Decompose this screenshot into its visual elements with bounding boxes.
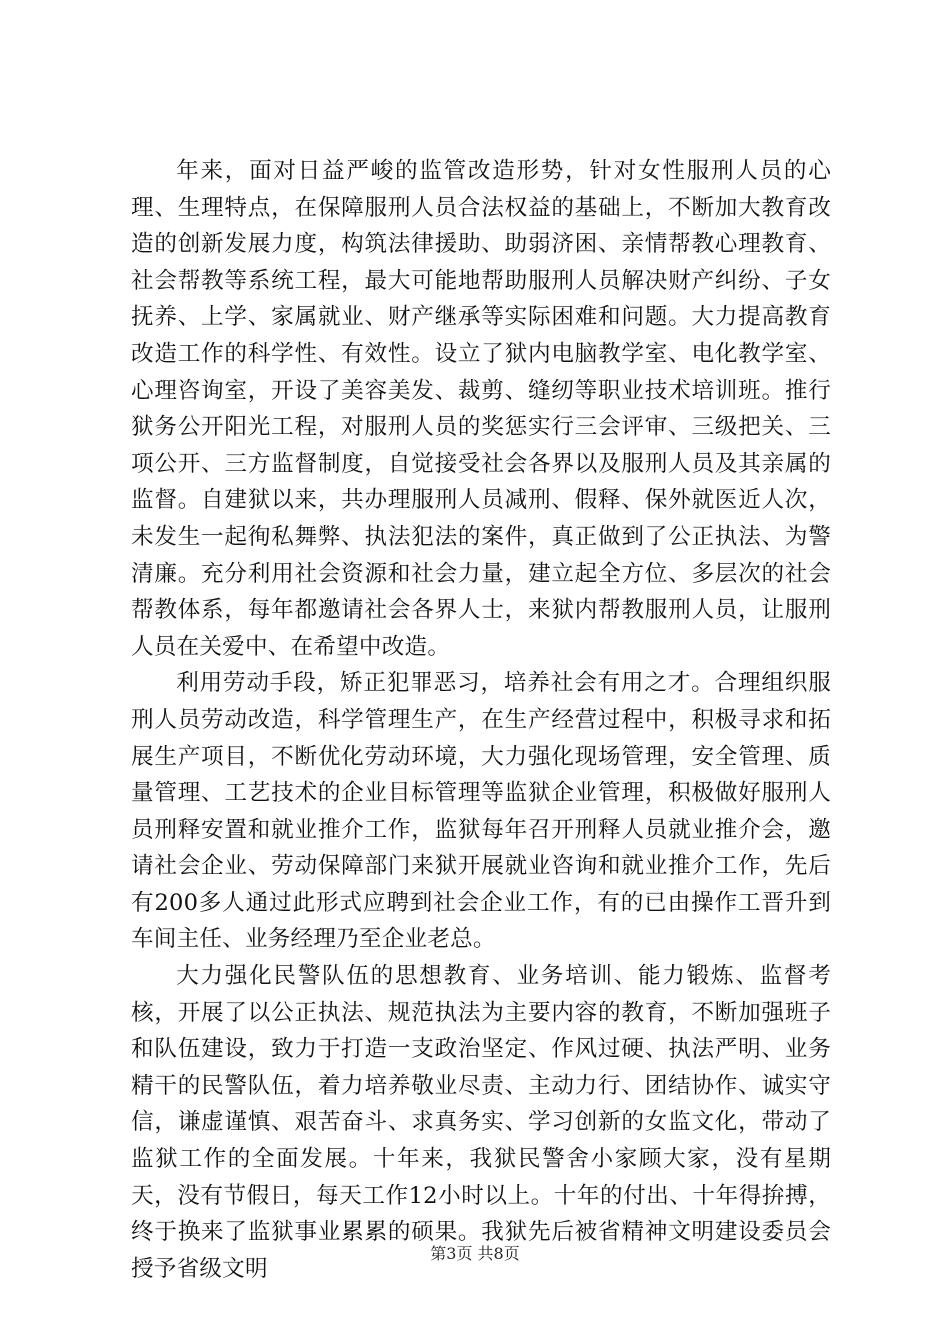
paragraph-labor-reform: 利用劳动手段，矫正犯罪恶习，培养社会有用之才。合理组织服刑人员劳动改造，科学管理生产，在生产经营过程中，积极寻求和拓展生产项目，不断优化劳动环境，大力强化现场管理，安全管理、质量管理、工艺技术的企业目标管理等监狱企业管理，积极做好服刑人员刑释安置和就业推介工作，监狱每年召开刑释人员就业推介会，邀请社会企业、劳动保障部门来狱开展就业咨询和就业推介工作，先后有200多人通过此形式应聘到社会企业工作，有的已由操作工晋升到车间主任、业务经理乃至企业老总。 [131, 670, 831, 953]
page-number-footer: 第3页 共8页 [430, 1244, 520, 1263]
paragraph-police-team: 大力强化民警队伍的思想教育、业务培训、能力锻炼、监督考核，开展了以公正执法、规范执法为主要内容的教育，不断加强班子和队伍建设，致力于打造一支政治坚定、作风过硬、执法严明、业务精干的民警队伍，着力培养敬业尽责、主动力行、团结协作、诚实守信，谦虚谨慎、艰苦奋斗、求真务实、学习创新的女监文化，带动了监狱工作的全面发展。十年来，我狱民警舍小家顾大家，没有星期天，没有节假日，每天工作12小时以上。十年的付出、十年得拚搏，终于换来了监狱事业累累的硕果。我狱先后被省精神文明建设委员会授予省级文明 [131, 963, 831, 1282]
body-text [131, 153, 831, 1287]
paragraph-education-reform: 年来，面对日益严峻的监管改造形势，针对女性服刑人员的心理、生理特点，在保障服刑人员合法权益的基础上，不断加大教育改造的创新发展力度，构筑法律援助、助弱济困、亲情帮教心理教育、社会帮教等系统工程，最大可能地帮助服刑人员解决财产纠纷、子女抚养、上学、家属就业、财产继承等实际困难和问题。大力提高教育改造工作的科学性、有效性。设立了狱内电脑教学室、电化教学室、心理咨询室，开设了美容美发、裁剪、缝纫等职业技术培训班。推行狱务公开阳光工程，对服刑人员的奖惩实行三会评审、三级把关、三项公开、三方监督制度，自觉接受社会各界以及服刑人员及其亲属的监督。自建狱以来，共办理服刑人员减刑、假释、保外就医近人次，未发生一起徇私舞弊、执法犯法的案件，真正做到了公正执法、为警清廉。充分利用社会资源和社会力量，建立起全方位、多层次的社会帮教体系，每年都邀请社会各界人士，来狱内帮教服刑人员，让服刑人员在关爱中、在希望中改造。 [131, 158, 831, 660]
